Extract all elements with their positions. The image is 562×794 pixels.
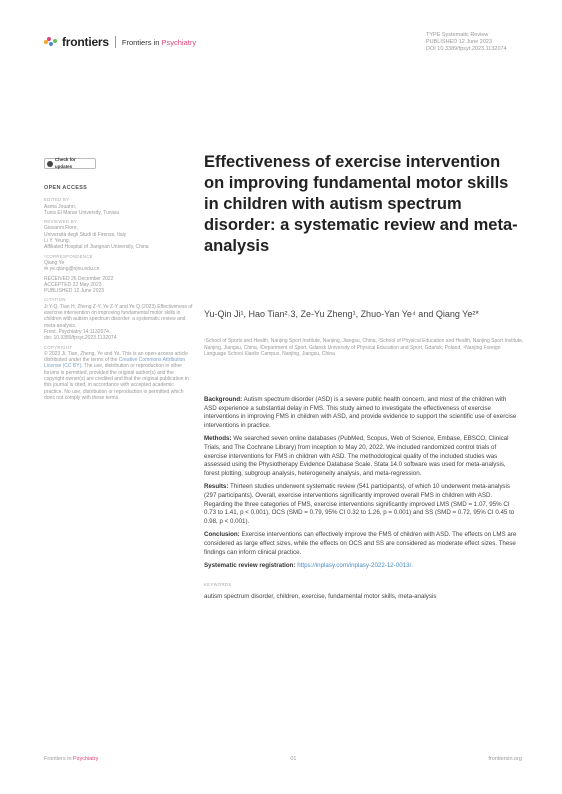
frontiers-logo[interactable]: [44, 35, 196, 49]
abstract-methods: Methods: We searched seven online databases (PubMed, Scopus, Web of Science, Embase, EBSCO, Clinical Trials, and The Cochrane Library) from inception to May 20, 2022. We included randomized control trials of exercise interventions for FMS in children with ASD. The methodological quality of the included studies was assessed using the Physiotherapy Evidence Database Scale. Stata 14.0 software was used for meta-analysis, forest plotting, subgroup analysis, heterogeneity analysis, and meta-regression.: [204, 435, 509, 477]
author-list: Yu-Qin Ji¹, Hao Tian²˒3, Ze-Yu Zheng¹, Zhuo-Yan Ye⁴ and Qiang Ye²*: [204, 309, 479, 319]
correspondence: *CORRESPONDENCE Qiang Ye ✉ ye.qiang@njnu.edu.cn: [44, 254, 194, 273]
article-title: Effectiveness of exercise intervention on improving fundamental motor skills in children with autism spectrum disorder: a systematic review and meta-analysis: [204, 153, 518, 255]
citation-doi[interactable]: doi: 10.3389/fpsyt.2023.1132074: [44, 335, 117, 342]
brand-name: frontiers: [62, 35, 109, 49]
abstract-results: Results: Thirteen studies underwent systematic review (541 participants), of which 10 underwent meta-analysis (297 participants). Overall, exercise interventions significantly improved overall FMS in children with ASD. Regarding the three categories of FMS, exercise interventions significantly improved LMS (SMD = 1.07, 95% CI 0.73 to 1.41, p < 0.001), OCS (SMD = 0.79, 95% CI 0.32 to 1.26, p = 0.001) and SS (SMD = 0.72, 95% CI 0.45 to 0.98, p < 0.001).: [204, 483, 515, 525]
open-access-label: OPEN ACCESS: [44, 185, 88, 191]
correspondence-email[interactable]: ✉ ye.qiang@njnu.edu.cn: [44, 266, 100, 273]
affiliations: ¹School of Sports and Health, Nanjing Sport Institute, Nanjing, Jiangsu, China, ²School of Physical Education and Health, Nanjing Sport Institute, Nanjing, Jiangsu, China, ³Department of Sport, Gdansk University of Physical Education and Sport, Gdańsk, Poland, ⁴Nanjing Foreign Language School Xianlin Campus, Nanjing, Jiangsu, China: [204, 338, 524, 357]
license-link[interactable]: Creative Commons Attribution License (CC BY).: [44, 357, 186, 370]
abstract-conclusion: Conclusion: Exercise interventions can effectively improve the FMS of children with ASD. The effects on LMS are considered as large effect sizes, while the effects on OCS and SS are considered as moderate effect sizes. These findings can inform clinical practice.: [204, 531, 517, 556]
frontiers-logo-icon: [44, 37, 58, 47]
footer-journal: Frontiers in Psychiatry: [44, 756, 99, 762]
journal-name: Frontiers in Psychiatry: [121, 37, 197, 47]
footer-site-link[interactable]: frontiersin.org: [488, 756, 522, 762]
copyright: COPYRIGHT © 2023 Ji, Tian, Zheng, Ye and Ye. This is an open-access article distributed under the terms of the Creative Commons Attribution License (CC BY). The use, distribution or reproduction in other forums is permitted, provided the original author(s) and the copyright owner(s) are credited and that the original publication in this journal is cited, in accordance with accepted academic practice. No use, distribution or reproduction is permitted which does not comply with these terms.: [44, 344, 189, 401]
check-updates-icon: [47, 161, 53, 167]
keywords: autism spectrum disorder, children, exercise, fundamental motor skills, meta-analysis: [204, 593, 437, 601]
article-sidebar: [44, 158, 194, 404]
registration: Systematic review registration: https://inplasy.com/inplasy-2022-12-0013/.: [204, 562, 414, 570]
registration-link[interactable]: https://inplasy.com/inplasy-2022-12-0013/.: [297, 562, 414, 570]
page-footer: [44, 756, 522, 762]
article-dates: RECEIVED 26 December 2022 ACCEPTED 22 May 2023 PUBLISHED 12 June 2023: [44, 275, 114, 295]
citation: CITATION Ji Y-Q, Tian H, Zheng Z-Y, Ye Z-Y and Ye Q (2023) Effectiveness of exercise intervention on improving fundamental motor skills in children with autism spectrum disorder: a systematic review and meta-analysis. Front. Psychiatry 14:1132074. doi: 10.3389/fpsyt.2023.1132074: [44, 297, 193, 342]
edited-by: EDITED BY Asma Jouahri, Tunis El Manar University, Tunisia: [44, 197, 120, 216]
page-header: [44, 28, 522, 58]
reviewed-by: REVIEWED BY Giovanni Fiore, Università degli Studi di Firenze, Italy Li Y. Yeung, Affiliated Hospital of Jiangnan University, China: [44, 219, 149, 251]
logo-divider: [115, 36, 116, 48]
check-updates-button[interactable]: Check for updates: [44, 158, 96, 169]
published-date: PUBLISHED 12 June 2023: [426, 39, 493, 45]
abstract-background: Background: Autism spectrum disorder (ASD) is a severe public health concern, and most of the children with ASD experience a substantial delay in FMS. This study aimed to investigate the effectiveness of exercise interventions in improving FMS in children with ASD, and provide evidence to support the scientific use of exercise interventions in practice.: [204, 396, 517, 429]
keywords-label: KEYWORDS: [204, 581, 232, 587]
article-meta: [426, 32, 522, 53]
article-type: TYPE Systematic Review: [426, 32, 489, 38]
page-number: 01: [290, 756, 297, 762]
article-doi[interactable]: DOI 10.3389/fpsyt.2023.1132074: [426, 46, 507, 52]
abstract: [204, 396, 520, 602]
